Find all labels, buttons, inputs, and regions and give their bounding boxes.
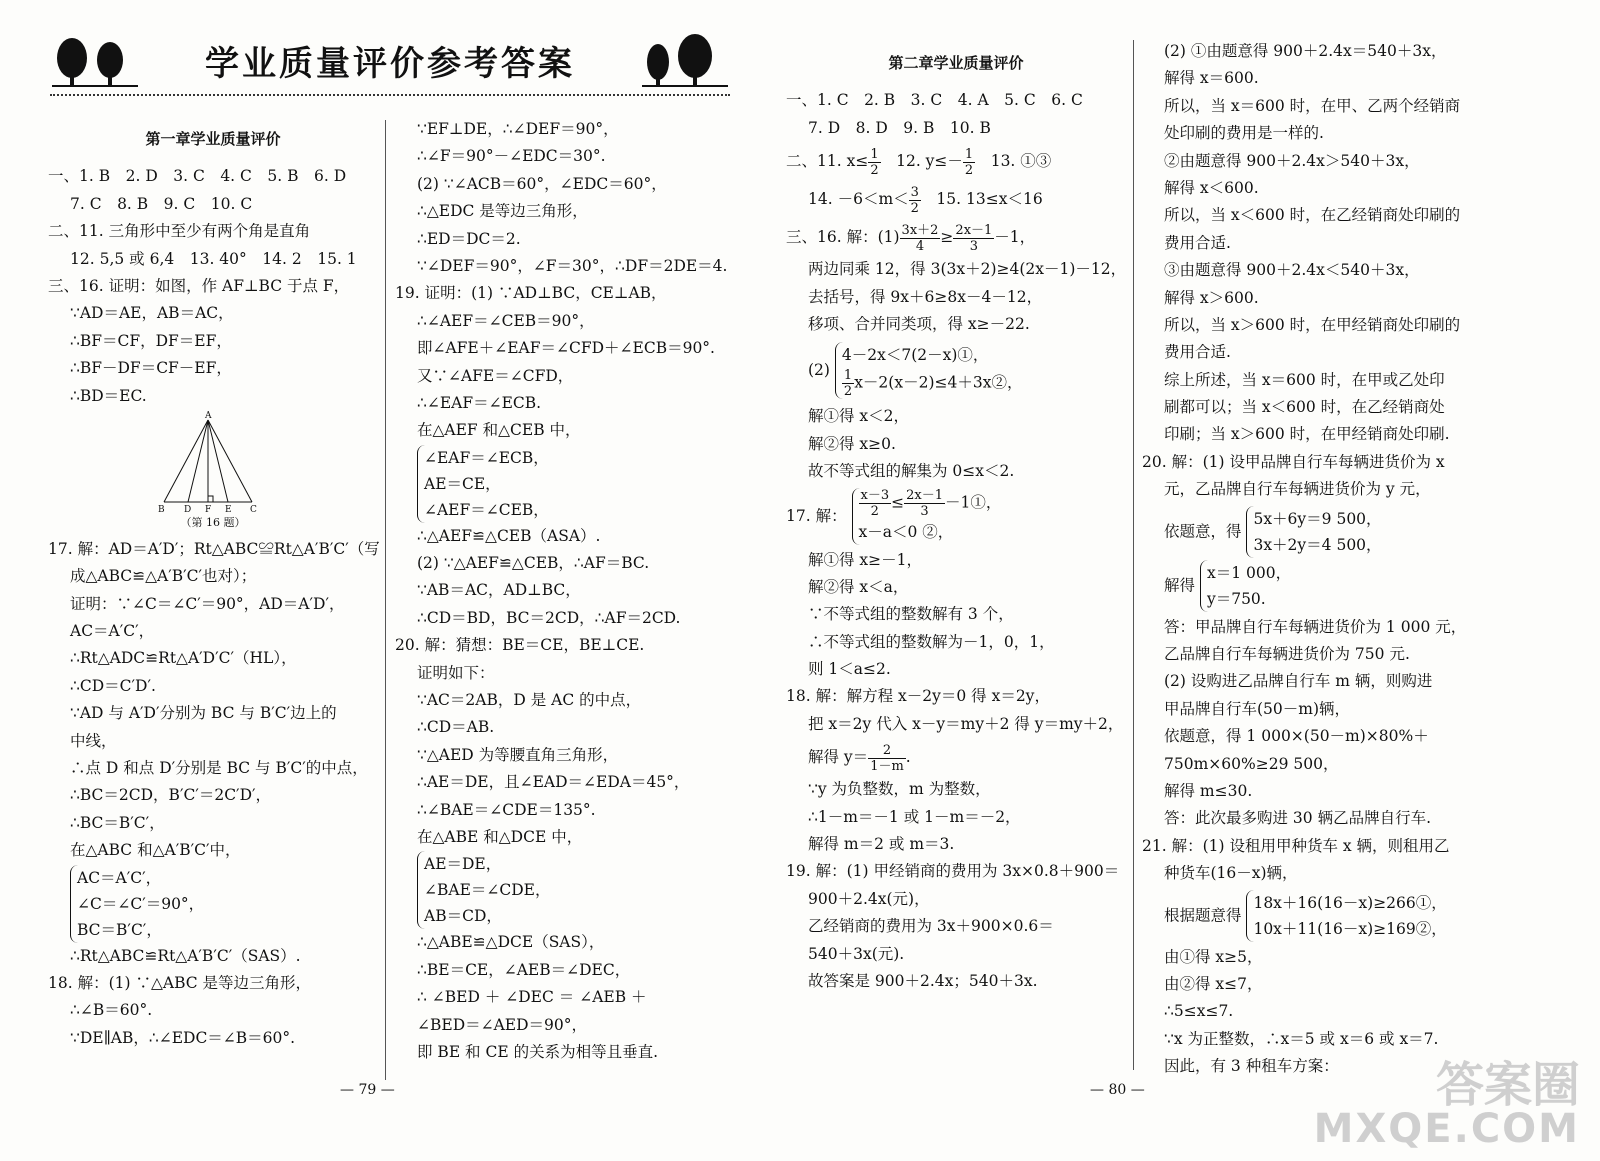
fraction bbox=[859, 488, 892, 519]
text-line: ∴BE＝CE，∠AEB＝∠DEC， bbox=[417, 960, 631, 979]
text-line: ∴BF－DF＝CF－EF， bbox=[70, 359, 232, 378]
text-line: 把 x＝2y 代入 x－y＝my＋2 得 y＝my＋2， bbox=[808, 714, 1124, 733]
text-line: ∴Rt△ABC≌Rt△A′B′C′（SAS）. bbox=[70, 946, 301, 965]
system-line: AC＝A′C′， bbox=[77, 868, 162, 887]
q16-line bbox=[786, 218, 1126, 256]
banner-title: 学业质量评价参考答案 bbox=[205, 44, 575, 84]
denominator: 4 bbox=[915, 238, 925, 254]
text-line: 在△ABC 和△A′B′C′中， bbox=[70, 841, 241, 860]
right-column-1 bbox=[786, 50, 1126, 995]
text: 根据题意得 bbox=[1164, 905, 1242, 924]
denominator: 2 bbox=[843, 384, 853, 400]
numerator: 3x＋2 bbox=[901, 222, 939, 238]
fraction bbox=[909, 185, 921, 216]
system-line: AE＝DE， bbox=[424, 855, 502, 874]
text-line: 去括号，得 9x＋6≥8x－4－12， bbox=[808, 287, 1043, 306]
numerator: x－3 bbox=[860, 487, 890, 503]
text-line: (2) 设购进乙品牌自行车 m 辆，则购进 bbox=[1164, 672, 1433, 691]
text: 解得 bbox=[1164, 575, 1196, 594]
brace bbox=[852, 488, 1002, 545]
text-line: ∵△AED 为等腰直角三角形， bbox=[417, 745, 619, 764]
equation-system bbox=[786, 342, 1126, 399]
watermark-logo-text: 答案圈 bbox=[1435, 1057, 1580, 1113]
right-page bbox=[786, 0, 1600, 1161]
text: 12. y≤－ bbox=[880, 152, 963, 171]
text-line: 依题意，得 1 000×(50－m)×80%＋ bbox=[1164, 727, 1429, 746]
label-D: D bbox=[184, 504, 192, 515]
text-line: 移项、合并同类项，得 x≥－22. bbox=[808, 314, 1030, 333]
text-line: 由①得 x≥5， bbox=[1164, 947, 1263, 966]
brace bbox=[1246, 506, 1381, 558]
column-divider bbox=[1133, 40, 1134, 1070]
text-line: 两边同乘 12，得 3(3x＋2)≥4(2x－1)－12， bbox=[808, 260, 1127, 279]
text-line: 综上所述，当 x＝600 时，在甲或乙处印 bbox=[1164, 370, 1445, 389]
system-line: AB＝CD， bbox=[424, 907, 502, 926]
fraction bbox=[953, 223, 994, 254]
text: －1， bbox=[994, 228, 1036, 247]
text-line: ③由题意得 900＋2.4x＜540＋3x， bbox=[1164, 261, 1420, 280]
text-line: 印刷；当 x＞600 时，在甲经销商处印刷. bbox=[1164, 425, 1450, 444]
text: 15. 13≤x＜16 bbox=[920, 190, 1043, 209]
equation-system bbox=[395, 851, 740, 929]
denominator: 3 bbox=[969, 238, 978, 254]
text-line: 解得 x＝600. bbox=[1164, 69, 1259, 88]
system-line: ∠AEF＝∠CEB， bbox=[424, 500, 549, 519]
text-line: 19. 解：(1) 甲经销商的费用为 3x×0.8＋900＝ bbox=[786, 862, 1120, 881]
figure-caption: （第 16 题） bbox=[180, 515, 246, 529]
left-column-1 bbox=[48, 126, 378, 1052]
text: x－2(x－2)≤4＋3x②， bbox=[854, 373, 1023, 392]
text-line: ∴∠AEF＝∠CEB＝90°， bbox=[417, 311, 595, 330]
text-line: (2) ①由题意得 900＋2.4x＝540＋3x， bbox=[1164, 42, 1447, 60]
text-line: ∵x 为正整数，∴x＝5 或 x＝6 或 x＝7. bbox=[1164, 1029, 1439, 1048]
triangle-diagram bbox=[148, 410, 278, 516]
text-line: ∴1－m＝－1 或 1－m＝－2， bbox=[808, 807, 1021, 826]
text-line: ∴5≤x≤7. bbox=[1164, 1002, 1234, 1021]
text-line: 因此，有 3 种租车方案： bbox=[1164, 1057, 1339, 1076]
text: －1①， bbox=[945, 493, 1002, 512]
text-line: ∵EF⊥DE，∴∠DEF＝90°， bbox=[417, 120, 619, 138]
numerator: 2x－1 bbox=[955, 222, 993, 238]
text-line: ∴BD＝EC. bbox=[70, 386, 147, 405]
text-line: ∵AD 与 A′D′分别为 BC 与 B′C′边上的 bbox=[70, 704, 337, 723]
system-line: ∠C＝∠C′＝90°， bbox=[77, 894, 205, 913]
text-line: ∴∠BAE＝∠CDE＝135°. bbox=[417, 800, 596, 819]
text-line: 即∠AFE＋∠EAF＝∠CFD＋∠ECB＝90°. bbox=[417, 339, 715, 358]
text-line: 20. 解：猜想：BE＝CE，BE⊥CE. bbox=[395, 636, 645, 655]
text: (2) bbox=[808, 361, 830, 380]
text-line: 18. 解：解方程 x－2y＝0 得 x＝2y， bbox=[786, 687, 1050, 706]
column-divider bbox=[385, 120, 386, 1080]
text-line: ∴BC＝B′C′， bbox=[70, 813, 165, 832]
text-line: 则 1＜a≤2. bbox=[808, 660, 891, 679]
text-line: 解②得 x＜a， bbox=[808, 577, 909, 596]
text-line: 费用合适. bbox=[1164, 233, 1231, 252]
brace bbox=[417, 851, 550, 929]
text-line: ②由题意得 900＋2.4x＞540＋3x， bbox=[1164, 151, 1420, 170]
text: 二、11. x≤ bbox=[786, 152, 869, 171]
text-line: 二、11. 三角形中至少有两个角是直角 bbox=[48, 222, 311, 241]
text-line: 所以，当 x＞600 时，在甲经销商处印刷的 bbox=[1164, 315, 1461, 334]
system-line bbox=[842, 368, 1023, 399]
text-line: 刷都可以；当 x＜600 时，在乙经销商处 bbox=[1164, 398, 1445, 417]
text-line: 17. 解：AD＝A′D′；Rt△ABC≌Rt△A′B′C′（写 bbox=[48, 539, 380, 558]
denominator: 2 bbox=[870, 503, 879, 519]
numerator: 1 bbox=[843, 368, 853, 384]
text-line: 在△ABE 和△DCE 中， bbox=[417, 827, 583, 846]
text-line: (2) ∵∠ACB＝60°，∠EDC＝60°， bbox=[417, 174, 667, 193]
text-line: ∴∠EAF＝∠ECB. bbox=[417, 393, 542, 412]
q14-line bbox=[786, 180, 1126, 218]
fraction bbox=[963, 147, 975, 178]
text-line: 甲品牌自行车(50－m)辆， bbox=[1164, 699, 1351, 718]
text-line: ∵AC＝2AB，D 是 AC 的中点， bbox=[417, 691, 642, 710]
text-line: ∴∠B＝60°. bbox=[70, 1001, 153, 1020]
watermark-url: MXQE.COM bbox=[1313, 1106, 1580, 1152]
text-line: 费用合适. bbox=[1164, 343, 1231, 362]
text-line: (2) ∵△AEF≌△CEB，∴AF＝BC. bbox=[417, 554, 650, 573]
chapter1-title: 第一章学业质量评价 bbox=[145, 130, 281, 148]
text: 13. ①③ bbox=[975, 152, 1052, 171]
text: 依题意，得 bbox=[1164, 521, 1242, 540]
text-line: 解得 x＞600. bbox=[1164, 288, 1259, 307]
system-line: 3x＋2y＝4 500， bbox=[1253, 535, 1382, 554]
text-line: 成△ABC≌△A′B′C′也对）； bbox=[70, 567, 257, 586]
text-line: 故不等式组的解集为 0≤x＜2. bbox=[808, 462, 1015, 481]
equation-system bbox=[395, 445, 740, 523]
text: . bbox=[905, 748, 911, 767]
text-line: 乙经销商的费用为 3x＋900×0.6＝ bbox=[808, 917, 1054, 936]
text-line: 21. 解：(1) 设租用甲种货车 x 辆，则租用乙 bbox=[1142, 836, 1450, 855]
numerator: 3 bbox=[910, 184, 919, 200]
text-line: ∴BF＝CF，DF＝EF， bbox=[70, 331, 232, 350]
text: ≥ bbox=[940, 228, 954, 247]
text-line: ∴AE＝DE，且∠EAD＝∠EDA＝45°， bbox=[417, 773, 690, 792]
q11-line bbox=[786, 142, 1126, 180]
text-line: ∵AB＝AC，AD⊥BC， bbox=[417, 581, 581, 600]
text-line: ∠BED＝∠AED＝90°， bbox=[417, 1015, 588, 1034]
denominator: 2 bbox=[870, 162, 879, 178]
system-line: x＝1 000， bbox=[1206, 563, 1292, 582]
text-line: ∵DE∥AB，∴∠EDC＝∠B＝60°. bbox=[70, 1028, 296, 1047]
text-line: ∴ ∠BED ＋ ∠DEC ＝ ∠AEB ＋ bbox=[417, 988, 647, 1007]
text-line: ∴BC＝2CD，B′C′＝2C′D′， bbox=[70, 786, 272, 805]
page-number: — 80 — bbox=[1090, 1082, 1145, 1098]
numerator: 2 bbox=[868, 743, 906, 759]
text-line: 由②得 x≤7， bbox=[1164, 974, 1263, 993]
trees-left-icon bbox=[50, 32, 140, 92]
fraction bbox=[868, 147, 880, 178]
text-line: 18. 解：(1) ∵△ABC 是等边三角形， bbox=[48, 973, 312, 992]
q18-line bbox=[786, 738, 1126, 776]
fraction bbox=[904, 488, 945, 519]
text-line: ∴ED＝DC＝2. bbox=[417, 229, 521, 248]
text: 14. －6＜m＜ bbox=[808, 190, 909, 209]
denominator: 1－m bbox=[870, 758, 904, 774]
numerator: 2x－1 bbox=[906, 487, 943, 503]
answer-banner bbox=[50, 28, 730, 98]
label-C: C bbox=[250, 504, 257, 515]
label-B: B bbox=[158, 504, 165, 515]
chapter2-title: 第二章学业质量评价 bbox=[888, 54, 1024, 72]
brace bbox=[835, 342, 1023, 399]
text-line: 乙品牌自行车每辆进货价为 750 元. bbox=[1164, 645, 1410, 664]
numerator: 1 bbox=[870, 146, 879, 162]
text-line: 证明：∵∠C＝∠C′＝90°，AD＝A′D′， bbox=[70, 594, 345, 613]
text-line: 540＋3x(元). bbox=[808, 944, 905, 963]
label-A: A bbox=[205, 410, 212, 421]
text-line: ∵y 为负整数，m 为整数， bbox=[808, 780, 991, 799]
text: ≤ bbox=[891, 493, 905, 512]
text-line: 900＋2.4x(元)， bbox=[808, 889, 930, 908]
text-line: 7. C 8. B 9. C 10. C bbox=[70, 194, 253, 213]
brace bbox=[70, 865, 204, 943]
text-line: 12. 5,5 或 6,4 13. 40° 14. 2 15. 1 bbox=[70, 249, 357, 268]
system-line bbox=[859, 488, 1002, 519]
text-line: 解②得 x≥0. bbox=[808, 434, 896, 453]
system-line: ∠BAE＝∠CDE， bbox=[424, 881, 551, 900]
text-line: 处印刷的费用是一样的. bbox=[1164, 124, 1324, 143]
equation-system bbox=[1142, 560, 1487, 612]
text-line: 7. D 8. D 9. B 10. B bbox=[808, 118, 991, 137]
text-line: AC＝A′C′， bbox=[70, 622, 155, 641]
text: 17. 解： bbox=[786, 506, 847, 525]
text-line: 解得 x＜600. bbox=[1164, 178, 1259, 197]
text: 解得 y＝ bbox=[808, 748, 869, 767]
text-line: 故答案是 900＋2.4x；540＋3x. bbox=[808, 971, 1038, 990]
text-line: ∴CD＝BD，BC＝2CD，∴AF＝2CD. bbox=[417, 608, 681, 627]
text-line: 又∵∠AFE＝∠CFD， bbox=[417, 366, 574, 385]
page-number: — 79 — bbox=[340, 1082, 395, 1098]
trees-right-icon bbox=[640, 32, 730, 92]
text-line: ∴△ABE≌△DCE（SAS）， bbox=[417, 933, 605, 952]
text-line: 一、1. B 2. D 3. C 4. C 5. B 6. D bbox=[48, 167, 347, 186]
system-line: 10x＋11(16－x)≥169②， bbox=[1253, 919, 1447, 938]
system-line: BC＝B′C′， bbox=[77, 920, 162, 939]
system-line: x－a＜0 ②， bbox=[858, 522, 954, 541]
text-line: 元，乙品牌自行车每辆进货价为 y 元， bbox=[1164, 480, 1431, 499]
text-line: 20. 解：(1) 设甲品牌自行车每辆进货价为 x bbox=[1142, 452, 1445, 471]
text-line: 即 BE 和 CE 的关系为相等且垂直. bbox=[417, 1042, 659, 1061]
text-line: 答：此次最多购进 30 辆乙品牌自行车. bbox=[1164, 809, 1432, 828]
denominator: 3 bbox=[920, 503, 929, 519]
label-E: E bbox=[225, 504, 232, 515]
denominator: 2 bbox=[964, 162, 974, 178]
system-line: ∠EAF＝∠ECB， bbox=[424, 448, 549, 467]
text: 三、16. 解：(1) bbox=[786, 228, 900, 247]
text-line: ∵不等式组的整数解有 3 个， bbox=[808, 605, 1014, 624]
text-line: 证明如下： bbox=[417, 663, 495, 682]
system-line: y＝750. bbox=[1206, 589, 1266, 608]
watermark bbox=[1313, 1057, 1580, 1152]
equation-system bbox=[1142, 890, 1487, 942]
right-column-2 bbox=[1142, 38, 1487, 1081]
text-line: ∴CD＝C′D′. bbox=[70, 676, 156, 695]
text-line: ∴∠F＝90°－∠EDC＝30°. bbox=[417, 147, 606, 166]
numerator: 1 bbox=[964, 146, 974, 162]
text-line: 三、16. 证明：如图，作 AF⊥BC 于点 F， bbox=[48, 276, 350, 295]
text-line: 种货车(16－x)辆， bbox=[1164, 864, 1298, 883]
equation-system bbox=[1142, 506, 1487, 558]
banner-divider bbox=[50, 94, 730, 96]
equation-system bbox=[48, 865, 378, 943]
fraction bbox=[900, 223, 941, 254]
text-line: 750m×60%≥29 500， bbox=[1164, 754, 1339, 773]
text-line: 在△AEF 和△CEB 中， bbox=[417, 421, 581, 440]
text-line: 解得 m≤30. bbox=[1164, 781, 1253, 800]
text-line: 答：甲品牌自行车每辆进货价为 1 000 元， bbox=[1164, 617, 1467, 636]
text-line: ∵∠DEF＝90°，∠F＝30°，∴DF＝2DE＝4. bbox=[417, 256, 728, 275]
text-line: ∴不等式组的整数解为－1，0，1， bbox=[808, 632, 1055, 651]
text-line: 解得 m＝2 或 m＝3. bbox=[808, 835, 955, 854]
text-line: 一、1. C 2. B 3. C 4. A 5. C 6. C bbox=[786, 91, 1083, 110]
text-line: ∴Rt△ADC≌Rt△A′D′C′（HL）， bbox=[70, 649, 297, 668]
text-line: ∴△EDC 是等边三角形， bbox=[417, 202, 588, 221]
text-line: 解①得 x≥－1， bbox=[808, 550, 923, 569]
text-line: ∴点 D 和点 D′分别是 BC 与 B′C′的中点， bbox=[70, 759, 368, 778]
text-line: 中线， bbox=[70, 731, 117, 750]
system-line: 4－2x＜7(2－x)①， bbox=[841, 346, 989, 365]
text-line: ∴△AEF≌△CEB（ASA）. bbox=[417, 526, 601, 545]
text-line: 所以，当 x＝600 时，在甲、乙两个经销商 bbox=[1164, 96, 1461, 115]
label-F: F bbox=[205, 504, 212, 515]
system-line: 5x＋6y＝9 500， bbox=[1253, 509, 1382, 528]
fraction bbox=[842, 368, 854, 399]
brace bbox=[1200, 560, 1291, 612]
text-line: 所以，当 x＜600 时，在乙经销商处印刷的 bbox=[1164, 206, 1461, 225]
left-column-2 bbox=[395, 116, 740, 1066]
system-line: 18x＋16(16－x)≥266①， bbox=[1253, 893, 1447, 912]
system-line: AE＝CE， bbox=[424, 474, 501, 493]
fraction bbox=[868, 743, 906, 774]
text-line: 19. 证明：(1) ∵AD⊥BC，CE⊥AB， bbox=[395, 284, 667, 303]
text-line: ∴CD＝AB. bbox=[417, 718, 495, 737]
brace bbox=[417, 445, 549, 523]
text-line: ∵AD＝AE，AB＝AC， bbox=[70, 304, 234, 323]
brace bbox=[1246, 890, 1446, 942]
denominator: 2 bbox=[910, 200, 919, 216]
figure-16 bbox=[48, 410, 378, 536]
q17-system bbox=[786, 488, 1126, 545]
text-line: 解①得 x＜2， bbox=[808, 407, 910, 426]
